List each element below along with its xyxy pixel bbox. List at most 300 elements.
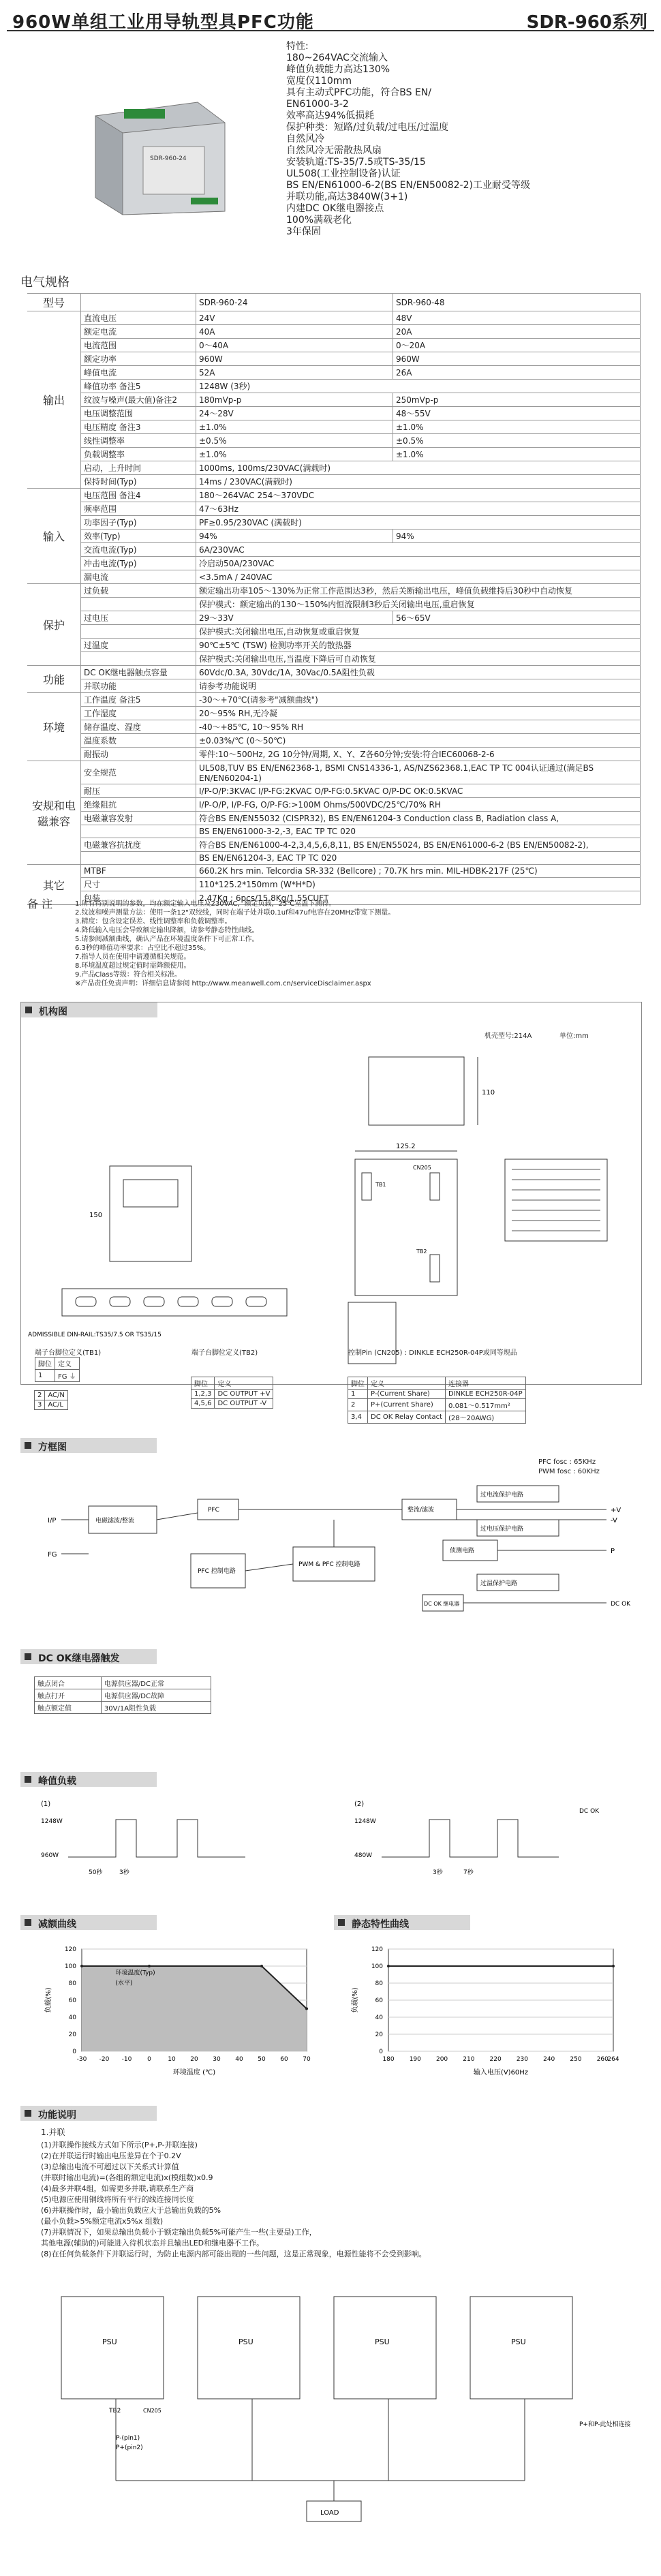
table-cell: P-(Current Share) — [368, 1390, 446, 1399]
note-line: 7.指导人员在使用中请遵循相关规范。 — [75, 953, 191, 961]
function-sub: 1.并联 — [41, 2128, 65, 2137]
spec-value: 48V — [393, 311, 641, 325]
curve-sub-label: (水平) — [115, 1980, 133, 1987]
spec-row — [27, 639, 641, 652]
x-tick-label: 260 — [596, 2056, 609, 2063]
spec-value: 2.47Kg ; 6pcs/15.8Kg/1.55CUFT — [196, 891, 641, 905]
x-tick-label: 210 — [463, 2056, 475, 2063]
function-line: (4)最多并联4组，如需更多并联,请联系生产商 — [41, 2184, 194, 2193]
svg-text:3秒: 3秒 — [119, 1869, 129, 1876]
function-line: (7)并联情况下，如果总输出负载小于额定输出负载5%可能产生一些(主要是)工作， — [41, 2228, 317, 2237]
block-diagram — [20, 1438, 641, 1636]
data-point — [612, 1965, 615, 1967]
section-marker-icon — [25, 1776, 31, 1783]
derating-chart — [41, 1935, 327, 2085]
table-cell: 3,4 — [348, 1411, 368, 1424]
x-tick-label: 200 — [435, 2056, 448, 2063]
parallel-diagram — [20, 2276, 641, 2549]
spec-row — [27, 311, 641, 325]
spec-value: 请参考功能说明 — [196, 679, 641, 693]
spec-label: 额定电流 — [81, 325, 196, 339]
spec-row — [27, 339, 641, 352]
svg-text:7秒: 7秒 — [463, 1869, 474, 1876]
curves-section — [20, 1915, 641, 2092]
spec-label — [81, 598, 196, 611]
dcok-table — [34, 1676, 211, 1714]
svg-text:ADMISSIBLE DIN-RAIL:TS35/7.5 O: ADMISSIBLE DIN-RAIL:TS35/7.5 OR TS35/15 — [28, 1332, 162, 1338]
spec-label: 峰值功率 备注5 — [81, 380, 196, 393]
x-tick-label: -20 — [99, 2056, 110, 2063]
svg-text:1248W: 1248W — [41, 1818, 63, 1825]
function-line: 其他电源(辅助的)可能进入待机状态并且输出LED和继电器不工作。 — [41, 2239, 264, 2248]
feature-item: 3年保固 — [286, 226, 321, 237]
spec-label — [81, 825, 196, 838]
note-line: 6.3秒的峰值功率要求：占空比不超过35%。 — [75, 945, 211, 952]
table-header: 脚位 — [348, 1377, 368, 1390]
svg-text:I/P: I/P — [48, 1517, 57, 1524]
spec-value: BS EN/EN61204-3, EAC TP TC 020 — [196, 852, 641, 865]
derating-area — [82, 1966, 307, 2051]
y-tick-label: 120 — [371, 1946, 383, 1953]
feature-item: 并联功能,高达3840W(3+1) — [286, 191, 408, 202]
svg-text:电磁滤波/整流: 电磁滤波/整流 — [95, 1518, 135, 1524]
svg-text:(1): (1) — [41, 1800, 51, 1808]
tb2-table — [191, 1377, 273, 1409]
svg-text:CN205: CN205 — [143, 2408, 162, 2414]
section-marker-icon — [338, 1919, 345, 1926]
spec-row — [27, 693, 641, 707]
spec-row — [27, 516, 641, 530]
spec-label: 启动，上升时间 — [81, 461, 196, 475]
spec-value: 60Vdc/0.3A, 30Vdc/1A, 30Vac/0.5A阻性负载 — [196, 666, 641, 679]
feature-item: 峰值负载能力高达130% — [286, 64, 390, 75]
table-cell: 1,2,3 — [191, 1390, 215, 1399]
y-tick-label: 60 — [375, 1997, 383, 2004]
derating-header — [20, 1915, 157, 1930]
spec-value: 24V — [196, 311, 393, 325]
svg-text:P+和P-此处相连接: P+和P-此处相连接 — [579, 2421, 631, 2428]
peak-load-section — [20, 1772, 641, 1908]
spec-row — [27, 734, 641, 748]
derating-title: 减额曲线 — [38, 1919, 76, 1930]
spec-value: 零件:10～500Hz, 2G 10分钟/周期, X、Y、Z各60分钟;安装:符合IEC60068-2-6 — [196, 748, 641, 761]
notes-body — [75, 900, 641, 988]
spec-group: 其它 — [27, 865, 81, 905]
spec-row — [27, 420, 641, 434]
x-tick-label: 230 — [516, 2056, 529, 2063]
table-header: 连接器 — [446, 1377, 526, 1390]
svg-text:TB2: TB2 — [109, 2408, 121, 2414]
feature-item: UL508(工业控制设备)认证 — [286, 168, 401, 179]
spec-label: 效率(Typ) — [81, 530, 196, 543]
pfc-fosc: PFC fosc : 65KHz — [538, 1458, 596, 1466]
svg-text:过电流保护电路: 过电流保护电路 — [480, 1492, 524, 1499]
svg-text:PFC 控制电路: PFC 控制电路 — [198, 1568, 236, 1575]
spec-value: -40～+85℃, 10～95% RH — [196, 720, 641, 734]
svg-text:3秒: 3秒 — [433, 1869, 443, 1876]
spec-row — [27, 380, 641, 393]
x-tick-label: 20 — [190, 2056, 198, 2063]
section-marker-icon — [25, 1919, 31, 1926]
feature-item: 宽度仅110mm — [286, 76, 352, 87]
spec-value: 24～28V — [196, 407, 393, 420]
y-axis-label: 负载(%) — [45, 1987, 52, 2013]
y-tick-label: 20 — [68, 2031, 76, 2038]
spec-value: ±0.5% — [196, 434, 393, 448]
table-cell: DC OUTPUT +V — [215, 1390, 273, 1399]
spec-row — [27, 543, 641, 557]
x-tick-label: 190 — [409, 2056, 421, 2063]
cn205-title: 控制Pin (CN205) : DINKLE ECH250R-04P或同等规品 — [348, 1349, 517, 1357]
feature-item: 安装轨道:TS-35/7.5或TS-35/15 — [286, 157, 426, 168]
tb1-rows-table — [34, 1390, 68, 1410]
spec-value: 26A — [393, 366, 641, 380]
spec-row — [27, 584, 641, 598]
spec-value: 47～63Hz — [196, 502, 641, 516]
spec-label: 过温度 — [81, 639, 196, 652]
spec-value: 14ms / 230VAC(满载时) — [196, 475, 641, 489]
spec-label: DC OK继电器触点容量 — [81, 666, 196, 679]
x-tick-label: 50 — [258, 2056, 266, 2063]
spec-value: 符合BS EN/EN55032 (CISPR32), BS EN/EN61204-3 Conduction class B, Radiation class A, — [196, 812, 641, 825]
spec-value: UL508,TUV BS EN/EN62368-1, BSMI CNS14336-1, AS/NZS62368.1,EAC TP TC 004认证通过(满足BS EN/EN60204-1) — [196, 761, 641, 784]
spec-group: 保护 — [27, 584, 81, 666]
spec-value: -30～+70℃(请参考"减额曲线") — [196, 693, 641, 707]
spec-value: 110*125.2*150mm (W*H*D) — [196, 878, 641, 891]
spec-label: 过电压 — [81, 611, 196, 625]
unit-label: 单位:mm — [559, 1032, 589, 1040]
spec-row — [27, 325, 641, 339]
spec-value: ±1.0% — [196, 420, 393, 434]
spec-value: I/P-O/P:3KVAC I/P-FG:2KVAC O/P-FG:0.5KVAC O/P-DC OK:0.5KVAC — [196, 784, 641, 798]
spec-label: 工作温度 备注5 — [81, 693, 196, 707]
spec-header-label: 型号 — [27, 294, 81, 311]
spec-row — [27, 489, 641, 502]
data-point — [80, 1965, 83, 1967]
spec-value: 960W — [393, 352, 641, 366]
case-number: 机壳型号:214A — [485, 1032, 532, 1040]
table-cell: 触点额定值 — [35, 1702, 102, 1714]
spec-label: 功率因子(Typ) — [81, 516, 196, 530]
spec-value: 180mVp-p — [196, 393, 393, 407]
x-tick-label: 10 — [168, 2056, 176, 2063]
spec-value: 保护模式:关闭输出电压,当温度下降后可自动恢复 — [196, 652, 641, 666]
note-line: 9.产品Class等级：符合相关标准。 — [75, 971, 181, 979]
product-image — [82, 95, 239, 218]
note-line: 3.精度：包含设定误差、线性调整率和负载调整率。 — [75, 918, 232, 925]
spec-label: 电磁兼容抗扰度 — [81, 838, 196, 852]
spec-label: 安全规范 — [81, 761, 196, 784]
function-line: (8)在任何负载条件下并联运行时，为防止电源内部可能出现的一些问题，这是正常现象，电源性能将不会受到影响。 — [41, 2250, 427, 2258]
spec-group: 安规和电磁兼容 — [27, 761, 81, 865]
tb1-title: 端子台脚位定义(TB1) — [35, 1349, 102, 1357]
spec-label: 负载调整率 — [81, 448, 196, 461]
spec-label: 耐振动 — [81, 748, 196, 761]
table-header: 定义 — [368, 1377, 446, 1390]
tb2-title: 端子台脚位定义(TB2) — [191, 1349, 258, 1357]
spec-value: 1248W (3秒) — [196, 380, 641, 393]
svg-text:480W: 480W — [354, 1852, 373, 1859]
spec-value: 250mVp-p — [393, 393, 641, 407]
spec-value: 冷启动50A/230VAC — [196, 557, 641, 570]
spec-value: PF≥0.95/230VAC (满载时) — [196, 516, 641, 530]
spec-label: 电压范围 备注4 — [81, 489, 196, 502]
spec-value: 56～65V — [393, 611, 641, 625]
data-point — [387, 1965, 390, 1967]
spec-row — [27, 666, 641, 679]
spec-value: 20A — [393, 325, 641, 339]
function-line: (2)在并联运行时输出电压差异在个于0.2V — [41, 2151, 181, 2160]
note-line: ※产品责任免责声明：详细信息请参阅 http://www.meanwell.com.cn/serviceDisclaimer.aspx — [75, 980, 371, 987]
spec-row — [27, 812, 641, 825]
data-point — [148, 1965, 151, 1967]
table-header: 脚位 — [35, 1358, 55, 1370]
svg-text:P-(pin1): P-(pin1) — [116, 2435, 140, 2442]
spec-value: 52A — [196, 366, 393, 380]
notes-block — [27, 900, 641, 988]
spec-label: 过负载 — [81, 584, 196, 598]
y-tick-label: 80 — [68, 1980, 76, 1987]
feature-item: 效率高达94%低损耗 — [286, 110, 375, 121]
spec-group: 输出 — [27, 311, 81, 489]
spec-label: 交流电流(Typ) — [81, 543, 196, 557]
table-cell: 2 — [348, 1399, 368, 1411]
y-tick-label: 120 — [64, 1946, 76, 1953]
spec-row — [27, 625, 641, 639]
spec-row — [27, 461, 641, 475]
spec-label: 温度系数 — [81, 734, 196, 748]
function-title: 功能说明 — [38, 2110, 76, 2121]
tb1-table — [35, 1357, 80, 1382]
spec-label: 电磁兼容发射 — [81, 812, 196, 825]
table-cell: AC/N — [45, 1391, 68, 1400]
block-diagram-title: 方框图 — [38, 1442, 67, 1453]
y-tick-label: 60 — [68, 1997, 76, 2004]
svg-text:+V: +V — [611, 1507, 621, 1514]
feature-item: 自然风冷 — [286, 134, 324, 144]
spec-row — [27, 679, 641, 693]
svg-text:(2): (2) — [354, 1800, 365, 1808]
svg-text:CN205: CN205 — [413, 1165, 431, 1171]
y-axis-label: 负载(%) — [352, 1987, 359, 2013]
spec-row — [27, 530, 641, 543]
note-line: 5.请参阅减额曲线，确认产品在环境温度条件下可正常工作。 — [75, 936, 259, 943]
spec-value: 1000ms, 100ms/230VAC(满载时) — [196, 461, 641, 475]
series-title: SDR-960系列 — [526, 12, 647, 33]
x-tick-label: 240 — [543, 2056, 555, 2063]
dcok-section — [20, 1649, 641, 1751]
feature-item: 具有主动式PFC功能，符合BS EN/ — [286, 87, 432, 98]
x-tick-label: -10 — [121, 2056, 132, 2063]
block-diagram-section — [20, 1438, 641, 1636]
pwm-fosc: PWM fosc : 60KHz — [538, 1468, 600, 1475]
product-label: SDR-960-24 — [150, 155, 187, 162]
note-line: 4.降低输入电压会导致额定输出降额，请参考静态特性曲线。 — [75, 927, 259, 934]
spec-row — [27, 852, 641, 865]
curve-label: 环境温度(Typ) — [115, 1969, 155, 1977]
table-cell: 触点闭合 — [35, 1677, 102, 1689]
feature-item: EN61000-3-2 — [286, 99, 349, 110]
spec-value: 180～264VAC 254～370VDC — [196, 489, 641, 502]
note-line: 8.环境温度超过规定值时需降额使用。 — [75, 962, 191, 970]
svg-text:P: P — [611, 1548, 615, 1555]
spec-model-1: SDR-960-24 — [196, 294, 393, 311]
spec-label: 耐压 — [81, 784, 196, 798]
x-tick-label: 0 — [147, 2056, 151, 2063]
spec-row — [27, 407, 641, 420]
spec-row — [27, 825, 641, 838]
table-cell: P+(Current Share) — [368, 1399, 446, 1411]
features-list — [286, 41, 654, 238]
note-line: 1.所有特别说明的参数，均在额定输入电压及230VAC，额定负载，25℃室温下测得。 — [75, 900, 336, 908]
spec-value: 0～20A — [393, 339, 641, 352]
static-chart — [348, 1935, 634, 2085]
spec-row — [27, 838, 641, 852]
spec-value: BS EN/EN61000-3-2,-3, EAC TP TC 020 — [196, 825, 641, 838]
spec-value: 960W — [196, 352, 393, 366]
svg-text:LOAD: LOAD — [320, 2509, 339, 2517]
spec-row — [27, 557, 641, 570]
spec-group: 输入 — [27, 489, 81, 584]
static-title: 静态特性曲线 — [352, 1919, 409, 1930]
spec-row — [27, 448, 641, 461]
feature-item: 180~264VAC交流输入 — [286, 52, 388, 63]
spec-value: <3.5mA / 240VAC — [196, 570, 641, 584]
svg-text:FG: FG — [48, 1551, 57, 1559]
spec-label: MTBF — [81, 865, 196, 878]
table-cell: DINKLE ECH250R-04P — [446, 1390, 526, 1399]
dcok-title: DC OK继电器触发 — [38, 1653, 120, 1664]
function-section — [20, 2106, 641, 2556]
mechanical-section — [20, 1002, 642, 1385]
table-cell: 4,5,6 — [191, 1399, 215, 1409]
spec-label: 包装 — [81, 891, 196, 905]
spec-value: I/P-O/P, I/P-FG, O/P-FG:>100M Ohms/500VDC/25℃/70% RH — [196, 798, 641, 812]
spec-value: ±0.03%/℃ (0～50℃) — [196, 734, 641, 748]
spec-label — [81, 852, 196, 865]
spec-label: 冲击电流(Typ) — [81, 557, 196, 570]
y-tick-label: 0 — [72, 2049, 76, 2055]
svg-text:TB1: TB1 — [375, 1182, 386, 1188]
svg-text:PSU: PSU — [102, 2337, 117, 2346]
x-tick-label: 70 — [303, 2056, 311, 2063]
spec-label: 漏电流 — [81, 570, 196, 584]
svg-text:PSU: PSU — [511, 2337, 526, 2346]
spec-label: 峰值电流 — [81, 366, 196, 380]
y-tick-label: 0 — [379, 2049, 383, 2055]
table-cell: 电源供应器/DC正常 — [101, 1677, 211, 1689]
spec-row — [27, 611, 641, 625]
function-header — [20, 2106, 157, 2121]
function-line: (6)并联操作时，最小输出负载应大于总输出负载的5% — [41, 2206, 221, 2215]
page-title: 960W单组工业用导轨型具PFC功能 — [12, 12, 314, 33]
svg-text:过温保护电路: 过温保护电路 — [480, 1580, 518, 1587]
table-cell: DC OK Relay Contact — [368, 1411, 446, 1424]
spec-row — [27, 784, 641, 798]
table-cell: 0.081～0.517mm² — [446, 1399, 526, 1411]
spec-value: ±1.0% — [196, 448, 393, 461]
svg-text:150: 150 — [89, 1212, 103, 1219]
data-point — [305, 2008, 308, 2010]
x-tick-label: 264 — [607, 2056, 619, 2063]
svg-text:过电压保护电路: 过电压保护电路 — [480, 1526, 524, 1533]
table-cell: 1 — [348, 1390, 368, 1399]
table-cell: 1 — [35, 1370, 55, 1382]
y-tick-label: 100 — [64, 1963, 76, 1970]
table-header: 定义 — [215, 1377, 273, 1390]
table-header: 定义 — [55, 1358, 80, 1370]
spec-label: 电流范围 — [81, 339, 196, 352]
spec-value: 94% — [393, 530, 641, 543]
spec-row — [27, 434, 641, 448]
spec-value: ±0.5% — [393, 434, 641, 448]
spec-label: 保持时间(Typ) — [81, 475, 196, 489]
mechanical-title: 机构图 — [39, 1007, 67, 1017]
spec-value: 保护模式:关闭输出电压,自动恢复或重启恢复 — [196, 625, 641, 639]
spec-row — [27, 598, 641, 611]
y-tick-label: 40 — [375, 2014, 383, 2021]
spec-label: 电压精度 备注3 — [81, 420, 196, 434]
spec-value: 符合BS EN/EN61000-4-2,3,4,5,6,8,11, BS EN/EN55024, BS EN/EN61000-6-2 (BS EN/EN50082-2), — [196, 838, 641, 852]
spec-label — [81, 625, 196, 639]
table-cell: 3 — [35, 1400, 45, 1410]
spec-row — [27, 366, 641, 380]
spec-label: 工作湿度 — [81, 707, 196, 720]
x-tick-label: 180 — [382, 2056, 395, 2063]
y-tick-label: 40 — [68, 2014, 76, 2021]
function-line: (3)总输出电流不可超过以下关系式计算值 — [41, 2162, 179, 2171]
cn205-table — [348, 1377, 526, 1424]
x-axis-label: 环境温度 (℃) — [172, 2069, 216, 2076]
spec-row — [27, 748, 641, 761]
table-cell: 电源供应器/DC故障 — [101, 1689, 211, 1702]
spec-value: 48～55V — [393, 407, 641, 420]
svg-text:侦测电路: 侦测电路 — [450, 1548, 475, 1554]
svg-text:PFC: PFC — [208, 1507, 219, 1514]
spec-label: 直流电压 — [81, 311, 196, 325]
spec-label: 储存温度、湿度 — [81, 720, 196, 734]
spec-value: 20～95% RH,无冷凝 — [196, 707, 641, 720]
feature-item: 自然风冷无需散热风扇 — [286, 145, 382, 156]
spec-row — [27, 652, 641, 666]
feature-item: 保护种类：短路/过负载/过电压/过温度 — [286, 122, 449, 133]
table-cell: FG ⏚ — [55, 1370, 80, 1382]
svg-text:DC OK 继电器: DC OK 继电器 — [424, 1601, 460, 1607]
svg-text:125.2: 125.2 — [396, 1143, 416, 1150]
spec-group: 环境 — [27, 693, 81, 761]
section-marker-icon — [25, 2110, 31, 2117]
y-tick-label: 80 — [375, 1980, 383, 1987]
svg-text:1248W: 1248W — [354, 1818, 376, 1825]
x-axis-label: 输入电压(V)60Hz — [473, 2069, 529, 2076]
svg-text:DC OK: DC OK — [579, 1808, 600, 1815]
svg-text:P+(pin2): P+(pin2) — [116, 2444, 143, 2451]
spec-label — [81, 652, 196, 666]
spec-label: 绝缘阻抗 — [81, 798, 196, 812]
svg-text:DC OK: DC OK — [611, 1601, 631, 1608]
svg-text:-V: -V — [611, 1517, 617, 1524]
spec-value: ±1.0% — [393, 420, 641, 434]
table-cell: AC/L — [45, 1400, 68, 1410]
spec-header-row — [27, 294, 641, 311]
spec-row — [27, 707, 641, 720]
x-tick-label: 250 — [570, 2056, 582, 2063]
table-cell: 2 — [35, 1391, 45, 1400]
spec-row — [27, 570, 641, 584]
spec-value: 94% — [196, 530, 393, 543]
spec-value: 0～40A — [196, 339, 393, 352]
spec-table — [27, 293, 641, 905]
